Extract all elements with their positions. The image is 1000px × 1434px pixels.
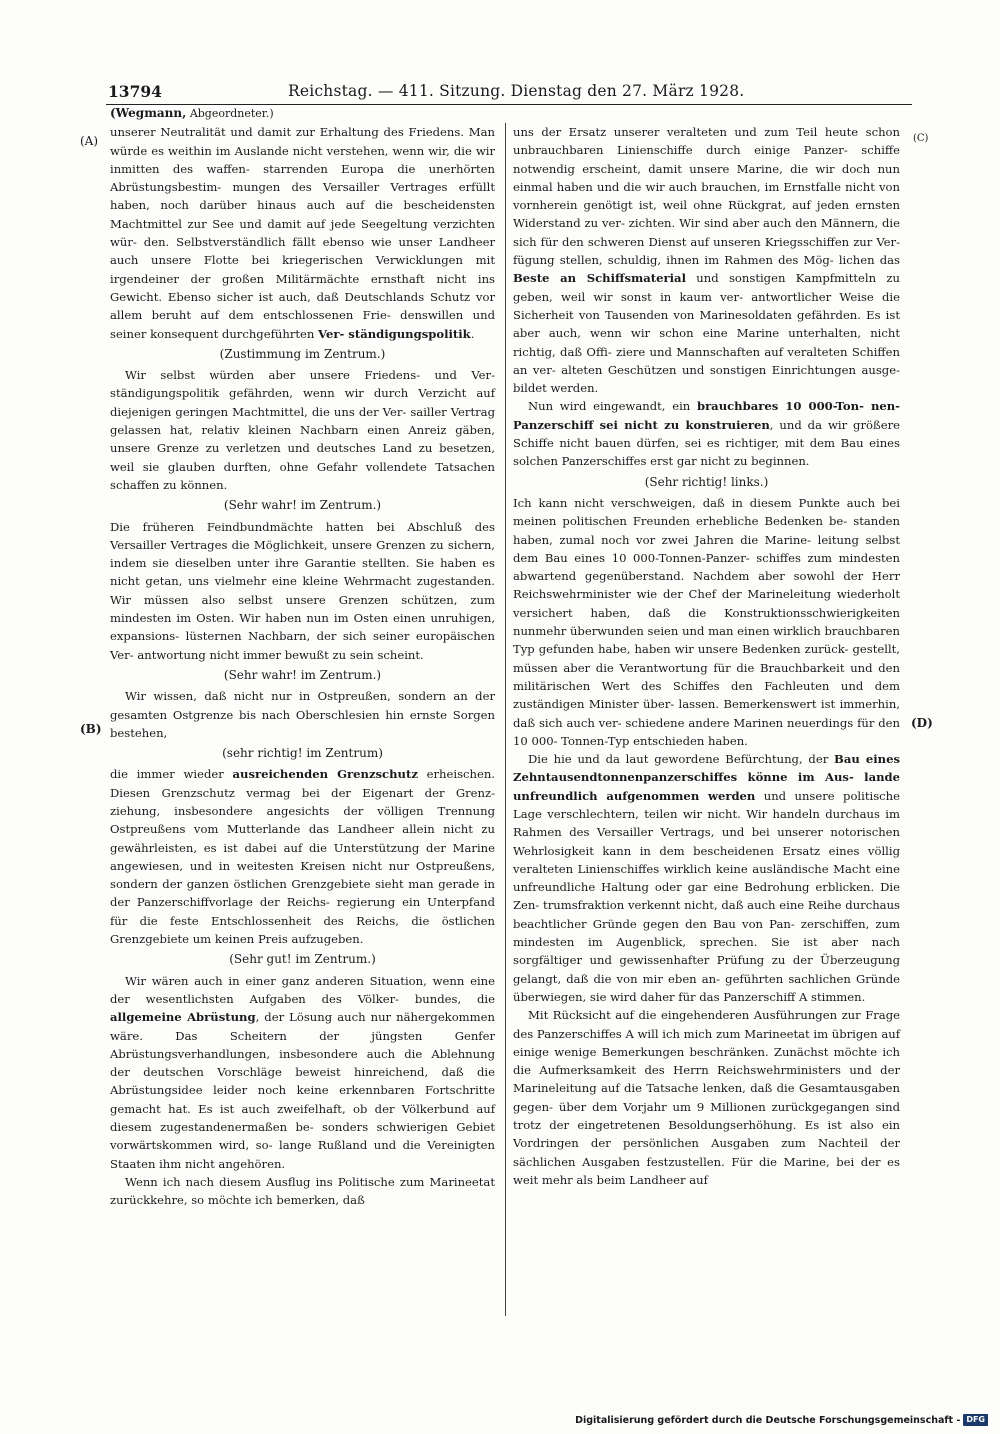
digitization-credit <box>575 1414 988 1426</box>
paragraph: Die früheren Feindbundmächte hatten bei Abschluß des Versailler Vertrages die Möglichkeit, unsere Grenzen zu sichern, indem sie dieselben unter ihre Garantie stellten. Sie haben es nicht getan, uns vielmehr eine kleine Wehrmacht zugestanden. Wir müssen also selbst unsere Grenzen schützen, zum mindesten im Osten. Wir haben nun im Osten einen unruhigen, expansions- lüsternen Nachbarn, der sich seiner europäischen Ver- antwortung nicht immer bewußt zu sein scheint. <box>110 519 495 662</box>
interjection: (Sehr wahr! im Zentrum.) <box>223 667 382 682</box>
emphasis: Bau eines Zehntausendtonnenpanzerschiffes könne im Aus- lande unfreundlich aufgenommen werden <box>513 752 901 803</box>
margin-marker-d: (D) <box>911 716 933 730</box>
running-title: Reichstag. — 411. Sitzung. Dienstag den 27. März 1928. <box>288 82 745 100</box>
paragraph: unserer Neutralität und damit zur Erhaltung des Friedens. Man würde es weithin im Auslande nicht verstehen, wenn wir, die wir inmitten des waffen- starrenden Europa die unerhörten Abrüstungsbestim- mungen des Versailler Vertrages erfüllt haben, noch darüber hinaus auch auf die bescheidensten Machtmittel zur See und damit auf jede Seegeltung verzichten wür- den. Selbstverständlich fällt ebenso wie unser Landheer auch unsere Flotte bei kriegerischen Verwicklungen mit irgendeiner der großen Militärmächte ernsthaft nicht ins Gewicht. Ebenso sicher ist auch, daß Deutschlands Schutz vor allem beruht auf dem entschlossenen Frie- denswillen und seiner konsequent durchgeführten Ver- ständigungspolitik. <box>110 125 495 341</box>
paragraph: Wir wissen, daß nicht nur in Ostpreußen, sondern an der gesamten Ostgrenze bis nach Oberschlesien hin ernste Sorgen bestehen, <box>110 689 495 740</box>
paragraph: Wenn ich nach diesem Ausflug ins Politische zum Marineetat zurückkehre, so möchte ich bemerken, daß <box>110 1174 495 1208</box>
speaker-name: (Wegmann, <box>110 106 187 120</box>
left-column <box>110 104 495 1210</box>
paragraph: Mit Rücksicht auf die eingehenderen Ausführungen zur Frage des Panzerschiffes A will ich mich zum Marineetat im übrigen auf einige wenige Bemerkungen beschränken. Zunächst möchte ich die Aufmerksamkeit des Herrn Reichswehrministers und der Marineleitung auf die Tatsache lenken, daß die Gesamtausgaben gegen- über dem Vorjahr um 9 Millionen zurückgegangen sind trotz der eingetretenen Besoldungserhöhung. Es ist also ein Vordringen der persönlichen Ausgaben zum Nachteil der sächlichen Ausgaben festzustellen. Für die Marine, bei der es weit mehr als beim Landheer auf <box>513 1008 900 1187</box>
emphasis: ausreichenden Grenzschutz <box>232 767 418 782</box>
page-number: 13794 <box>108 82 162 101</box>
interjection: (Sehr gut! im Zentrum.) <box>229 952 376 967</box>
paragraph: Wir selbst würden aber unsere Friedens- und Ver- ständigungspolitik gefährden, wenn wir durch Verzicht auf diejenigen geringen Machtmittel, die uns der Ver- sailler Vertrag gelassen hat, relativ kleinen Nachbarn einen Anreiz gäben, unsere Grenze zu verletzen und deutsches Land zu besetzen, weil sie glauben durften, ohne Gefahr vollendete Tatsachen schaffen zu können. <box>110 368 495 492</box>
paragraph: Nun wird eingewandt, ein brauchbares 10 000-Ton- nen-Panzerschiff sei nicht zu konstruieren, und da wir größere Schiffe nicht bauen dürfen, sei es richtiger, mit dem Bau eines solchen Panzerschiffes erst gar nicht zu beginnen. <box>513 399 900 469</box>
margin-marker-c: (C) <box>913 133 929 144</box>
page-header <box>108 82 913 104</box>
interjection: (sehr richtig! im Zentrum) <box>222 746 383 761</box>
interjection: (Sehr richtig! links.) <box>644 474 769 489</box>
dfg-logo-icon: DFG <box>963 1414 988 1426</box>
paragraph: Ich kann nicht verschweigen, daß in diesem Punkte auch bei meinen politischen Freunden erhebliche Bedenken be- standen haben, zumal noch vor zwei Jahren die Marine- leitung selbst dem Bau eines 10 000-Tonnen-Panzer- schiffes zum mindesten abwartend gegenüberstand. Nachdem aber sowohl der Herr Reichswehrminister wie der Chef der Marineleitung wiederholt versichert haben, daß die Konstruktionsschwierigkeiten nunmehr überwunden seien und man einen wirklich brauchbaren Typ gefunden habe, haben wir unsere Bedenken zurück- gestellt, müssen aber die Verantwortung für die Brauchbarkeit und den militärischen Wert des Schiffes den Fachleuten und dem zuständigen Minister über- lassen. Bemerkenswert ist immerhin, daß sich auch ver- schiedene andere Marinen neuerdings für den 10 000- Tonnen-Typ entschieden haben. <box>513 495 900 748</box>
paragraph: uns der Ersatz unserer veralteten und zum Teil heute schon unbrauchbaren Linienschiffe durch einige Panzer- schiffe notwendig erscheint, damit unsere Marine, die wir doch nun einmal haben und die wir auch brauchen, im Ernstfalle nicht von vornherein genötigt ist, weil ohne Rückgrat, auf jeden ernsten Widerstand zu ver- zichten. Wir sind aber auch den Männern, die sich für den schweren Dienst auf unseren Kriegsschiffen zur Ver- fügung stellen, schuldig, ihnen im Rahmen des Mög- lichen das Beste an Schiffsmaterial und sonstigen Kampfmitteln zu geben, weil wir sonst in kaum ver- antwortlicher Weise die Sicherheit von Tausenden von Marinesoldaten gefährden. Es ist aber auch, wenn wir schon eine Marine unterhalten, nicht richtig, daß Offi- ziere und Mannschaften auf veralteten Schiffen an ver- alteten Geschützen und sonstigen Einrichtungen ausge- bildet werden. <box>513 125 900 396</box>
paragraph: Wir wären auch in einer ganz anderen Situation, wenn eine der wesentlichsten Aufgaben des Völker- bundes, die allgemeine Abrüstung, der Lösung auch nur nähergekommen wäre. Das Scheitern der jüngsten Genfer Abrüstungsverhandlungen, insbesondere auch die Ablehnung der deutschen Vorschläge beweist hinreichend, daß die Abrüstungsidee leider noch keine erkennbaren Fortschritte gemacht hat. Es ist auch zweifelhaft, ob der Völkerbund auf diesem zugestandenermaßen be- sonders schwierigen Gebiet vorwärtskommen wird, so- lange Rußland und die Vereinigten Staaten ihm nicht angehören. <box>110 973 495 1171</box>
credit-text: Digitalisierung gefördert durch die Deutsche Forschungsgemeinschaft - <box>575 1414 961 1426</box>
interjection: (Sehr wahr! im Zentrum.) <box>223 498 382 513</box>
column-divider <box>505 123 506 1316</box>
margin-marker-a: (A) <box>80 134 99 148</box>
interjection: (Zustimmung im Zentrum.) <box>219 346 386 361</box>
speaker-attribution <box>110 104 495 123</box>
margin-marker-b: (B) <box>80 722 102 736</box>
speaker-role: Abgeordneter.) <box>189 107 274 120</box>
right-column <box>513 123 900 1189</box>
emphasis: Beste an Schiffsmaterial <box>513 271 686 286</box>
emphasis: brauchbares 10 000-Ton- nen-Panzerschiff sei nicht zu konstruieren <box>513 399 900 432</box>
emphasis: allgemeine Abrüstung <box>110 1010 256 1025</box>
paragraph: die immer wieder ausreichenden Grenzschutz erheischen. Diesen Grenzschutz vermag bei der Eigenart der Grenz- ziehung, insbesondere angesichts der völligen Trennung Ostpreußens vom Mutterlande das Landheer allein nicht zu gewährleisten, es ist dabei auf die Unterstützung der Marine angewiesen, und in weitesten Kreisen nicht nur Ostpreußens, sondern der ganzen östlichen Grenzgebiete sieht man gerade in der Panzerschiffvorlage der Reichs- regierung ein Unterpfand für die feste Entschlossenheit des Reichs, die östlichen Grenzgebiete um keinen Preis aufzugeben. <box>110 767 495 947</box>
emphasis: Ver- ständigungspolitik <box>318 326 471 341</box>
paragraph: Die hie und da laut gewordene Befürchtung, der Bau eines Zehntausendtonnenpanzerschiffes könne im Aus- lande unfreundlich aufgenommen werden und unsere politische Lage verschlechtern, teilen wir nicht. Wir handeln durchaus im Rahmen des Versailler Vertrags, und bei unserer notorischen Wehrlosigkeit kann in dem bescheidenen Ersatz eines völlig veralteten Linienschiffes wirklich keine ausländische Macht eine unfreundliche Haltung oder gar eine Bedrohung erblicken. Die Zen- trumsfraktion verkennt nicht, daß auch eine Reihe durchaus beachtlicher Gründe gegen den Bau von Pan- zerschiffen, zum mindesten im Augenblick, sprechen. Sie ist aber nach sorgfältiger und gewissenhafter Prüfung zu der Überzeugung gelangt, daß die von mir eben an- geführten sachlichen Gründe überwiegen, sie wird daher für das Panzerschiff A stimmen. <box>513 752 901 1004</box>
